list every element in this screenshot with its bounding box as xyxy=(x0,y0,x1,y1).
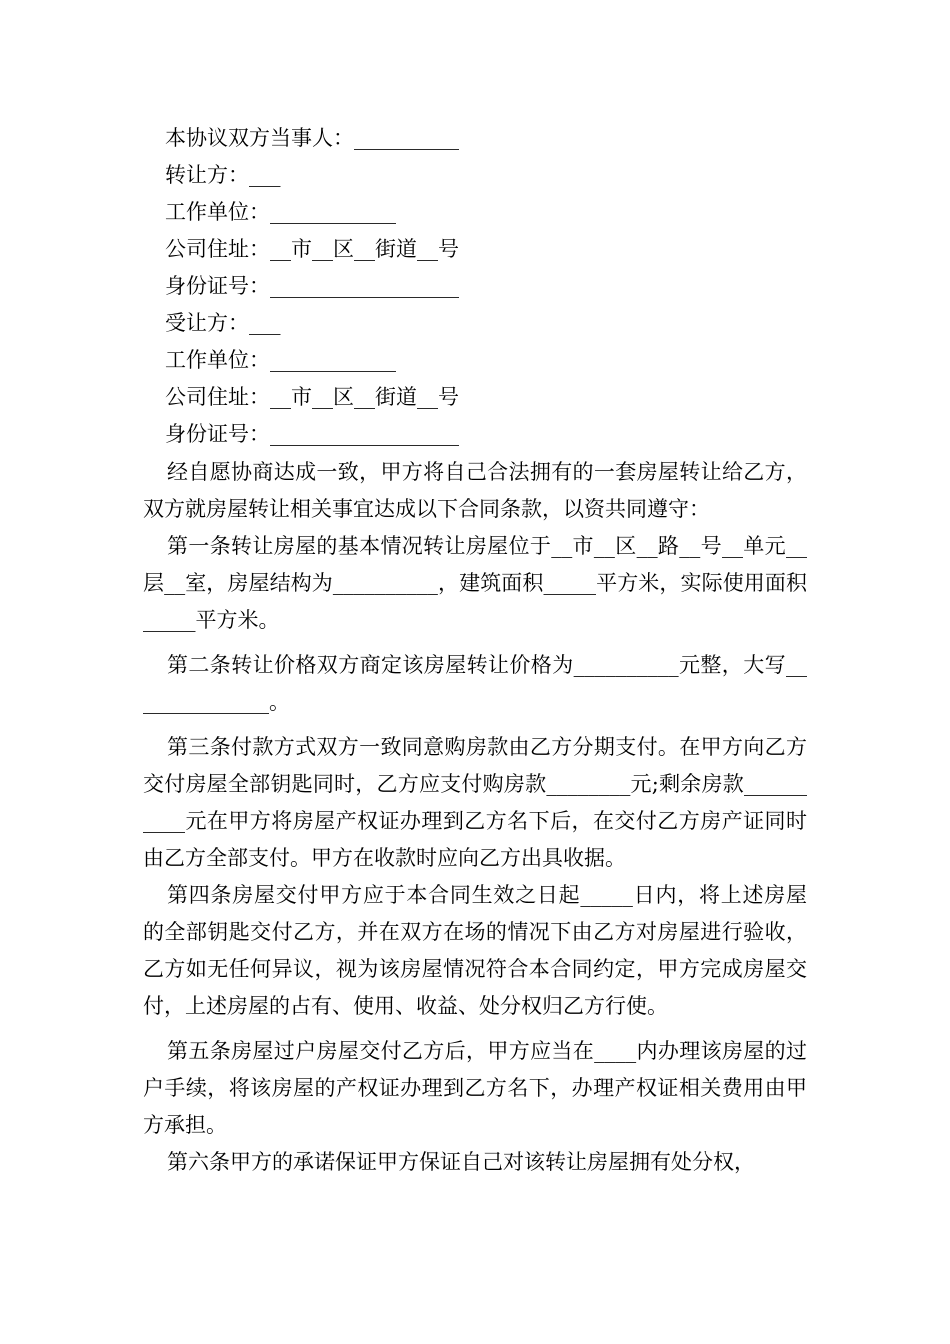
article-1-paragraph: 第一条转让房屋的基本情况转让房屋位于__市__区__路__号__单元__层__室，房屋结构为__________，建筑面积_____平方米，实际使用面积_____平方米。 xyxy=(143,534,807,632)
transferor-id-number: 身份证号：__________________ xyxy=(165,274,459,298)
transferor-work-unit: 工作单位：____________ xyxy=(165,200,396,224)
transferee-work-unit: 工作单位：____________ xyxy=(165,348,396,372)
article-2-paragraph: 第二条转让价格双方商定该房屋转让价格为__________元整，大写______________。 xyxy=(143,653,807,714)
article-4-paragraph: 第四条房屋交付甲方应于本合同生效之日起_____日内，将上述房屋的全部钥匙交付乙方，并在双方在场的情况下由乙方对房屋进行验收，乙方如无任何异议，视为该房屋情况符合本合同约定，甲方完成房屋交付，上述房屋的占有、使用、收益、处分权归乙方行使。 xyxy=(143,883,807,1018)
article-3-paragraph: 第三条付款方式双方一致同意购房款由乙方分期支付。在甲方向乙方交付房屋全部钥匙同时，乙方应支付购房款________元;剩余房款__________元在甲方将房屋产权证办理到乙方名下后，在交付乙方房产证同时由乙方全部支付。甲方在收款时应向乙方出具收据。 xyxy=(143,735,807,870)
contract-clauses xyxy=(143,454,807,1181)
article-5-paragraph: 第五条房屋过户房屋交付乙方后，甲方应当在____内办理该房屋的过户手续，将该房屋的产权证办理到乙方名下，办理产权证相关费用由甲方承担。 xyxy=(143,1039,807,1137)
article-6-paragraph: 第六条甲方的承诺保证甲方保证自己对该转让房屋拥有处分权， xyxy=(167,1150,755,1174)
transferee-label: 受让方：___ xyxy=(165,311,281,335)
transferor-company-address: 公司住址：__市__区__街道__号 xyxy=(165,237,459,261)
transferee-company-address: 公司住址：__市__区__街道__号 xyxy=(165,385,459,409)
intro-paragraph: 经自愿协商达成一致，甲方将自己合法拥有的一套房屋转让给乙方，双方就房屋转让相关事宜达成以下合同条款，以资共同遵守： xyxy=(143,460,807,521)
party-info-section xyxy=(165,120,825,453)
transferor-label: 转让方：___ xyxy=(165,163,281,187)
parties-header: 本协议双方当事人：__________ xyxy=(165,126,459,150)
transferee-id-number: 身份证号：__________________ xyxy=(165,422,459,446)
